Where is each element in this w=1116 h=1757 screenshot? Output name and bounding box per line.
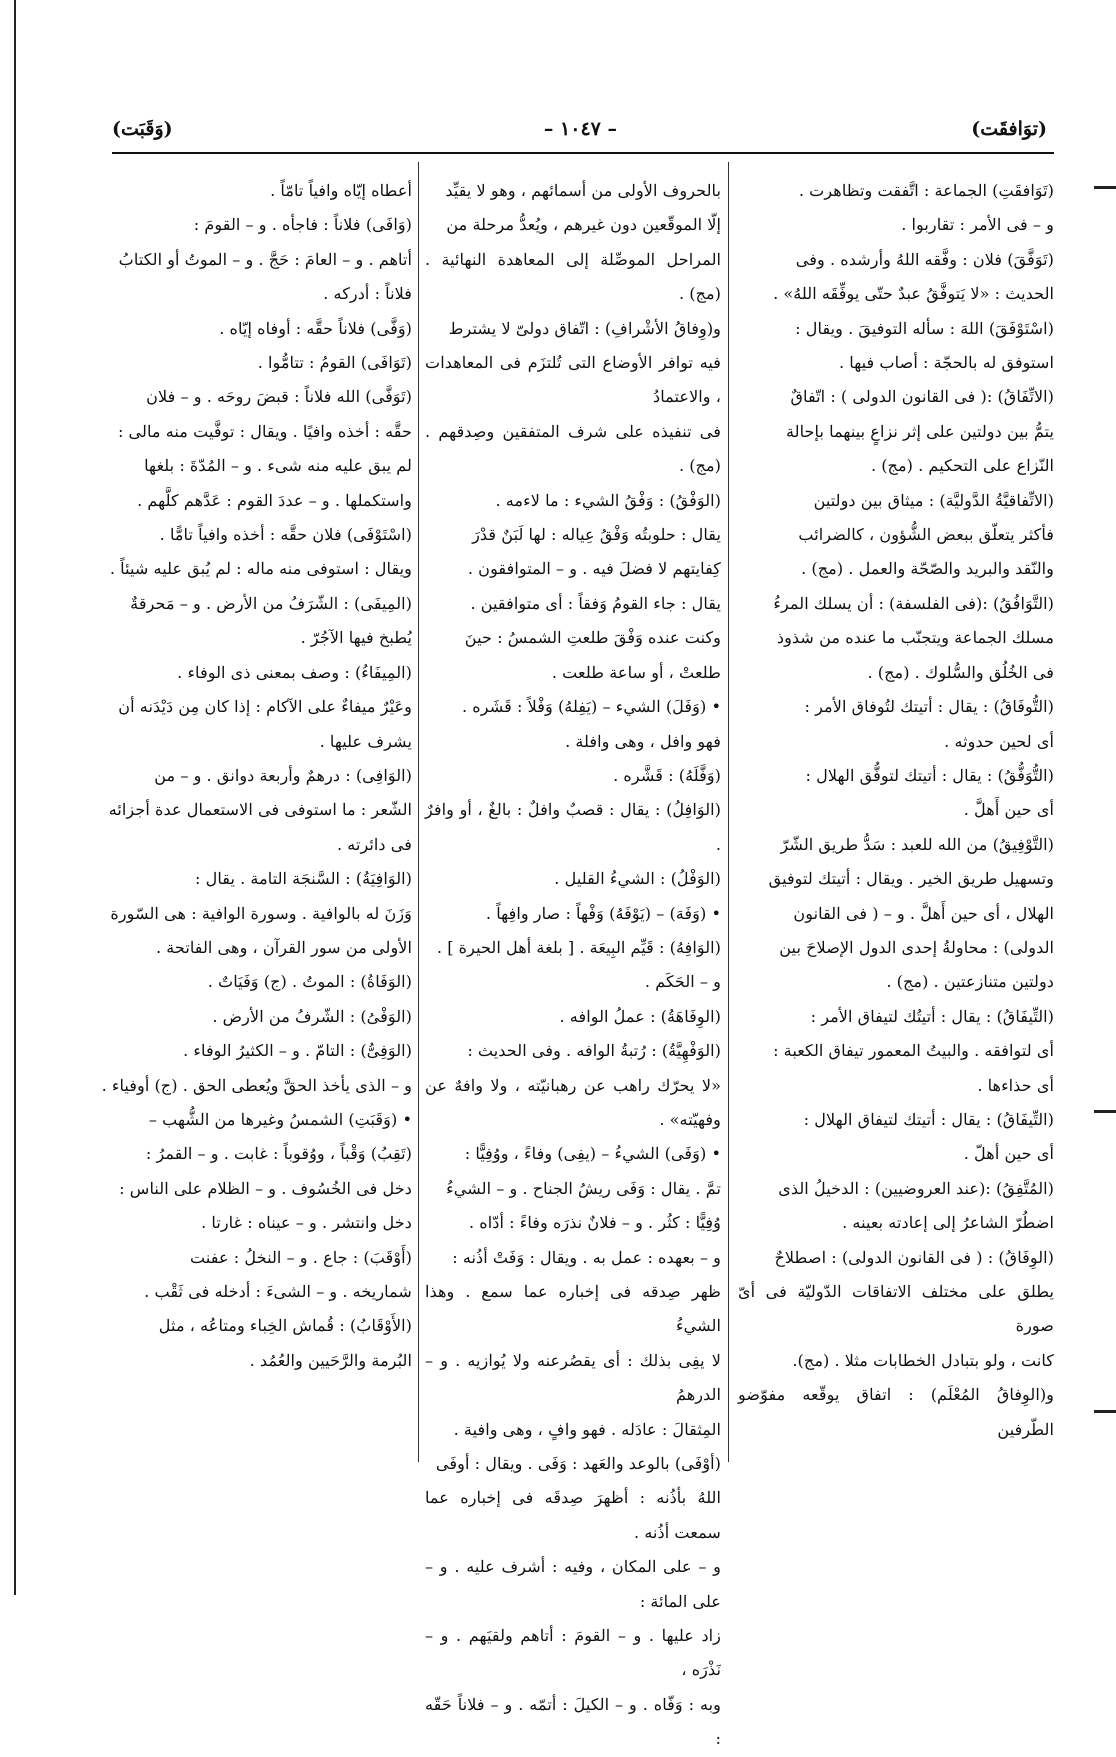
entry-line: (الوَفِىُّ) : التامّ . و – الكثيرُ الوفاء . [183,1041,412,1061]
entry-line: (الوَفْقُ) : وَفْقُ الشيء : ما لاءمه . [495,490,721,510]
entry-line: و – الذى يأخذ الحقَّ ويُعطى الحق . (ج) أوفياء . [101,1075,412,1095]
entry-line: اللهُ بأذُنه : أظهرَ صِدقَه فى إخباره عما سمعت أذُنه . [425,1488,721,1542]
entry-line: (المِيفَى) : الشّرَفُ من الأرض . و – مَحرقةٌ [130,593,412,613]
entry-line: الهلال ، أى حين أَهلَّ . و – ( فى القانون [793,903,1054,923]
entry-line: يتمُّ بين دولتين على إثر نزاعٍ بينهما بإحالة [786,421,1054,441]
entry-line: شماريخه . و – الشىءَ : أدخله فى ثَقْب . [144,1282,412,1301]
entry-line: (الأَوْقَابُ) : قُماش الخِباء ومتاعُه ، مثل [158,1316,412,1336]
entry-line: (التَّوَافُقُ) :(فى الفلسفة) : أن يسلك المرءُ [773,593,1054,613]
entry-line: بالحروف الأولى من أسمائهم ، وهو لا يقيِّد [445,181,721,200]
entry-line: أى لتوافقه . والبيتُ المعمور تيفاق الكعبة : [773,1041,1054,1061]
entry-line: أى حين أَهلَّ . [963,800,1054,820]
column-divider [728,162,729,1462]
entry-line: كِفايتهم لا فضلَ فيه . و – المتوافقون . [467,559,721,579]
entry-line: (تَوَفَّقَ) فلان : وفَّقه اللهُ وأرشده . وفى [795,249,1054,269]
page-header [112,118,1047,150]
entry-line: (وَفَّلَهُ) : قَشَّره . [613,765,721,785]
entry-line: (تَوَفَّى) الله فلاناً : قبضَ روحَه . و – فلان [146,387,412,407]
dictionary-column-left [100,174,412,1464]
margin-mark [1094,1410,1116,1413]
entry-line: (أوْفَى) بالوعد والعَهد : وَفَى . ويقال : أوفَى [435,1454,721,1474]
entry-line: (التَّوْفِيقُ) من الله للعبد : سَدُّ طريق الشّرّ [780,834,1054,854]
entry-line: الشّعر : ما استوفى فى الاستعمال عدة أجزائه [108,800,412,820]
entry-line: (التِّيفَاقُ) : يقال : أتيتك لتيفاق الهلال : [803,1109,1054,1129]
entry-line: إلّا الموقّعين دون غيرهم ، ويُعدُّ مرحلة من [446,215,721,235]
entry-line: و – الحَكَم . [644,972,721,992]
entry-line: (الوِفَاهَةُ) : عملُ الوافه . [559,1006,721,1026]
entry-line: حقَّه : أخذه وافيًا . ويقال : توفَّيت منه مالى : [117,421,412,441]
entry-line: وُفِيًّا : كثُر . و – فلانٌ نذرَه وفاءً : أدّاه . [469,1213,721,1233]
entry-line: أعطاه إيّاه وافياً تامّاً . [270,181,412,200]
entry-line: (الوِفَاقُ) : ( فى القانون الدولى) : اصطلاحٌ [774,1247,1054,1267]
entry-line: فيه توافر الأوضاع التى تُلتزَم فى المعاهدات ، والاعتمادُ [425,353,721,407]
dictionary-column-right [738,174,1054,1464]
entry-line: دخل وانتشر . و – عيناه : غارتا . [201,1213,412,1233]
entry-line: أى حين أهلّ . [963,1144,1054,1164]
entry-line: (التِّيفَاقُ) : يقال : أتيتُك لتيفاق الأمر : [810,1006,1054,1026]
entry-line: وتسهيل طريق الخير . ويقال : أتيتك لتوفيق [768,869,1054,889]
entry-line: الأولى من سور القرآن ، وهى الفاتحة . [155,937,412,957]
entry-line: (المُتَّفِقُ) :(عند العروضيين) : الدخيلُ الذى [778,1178,1054,1198]
entry-line: • (وَفَى) الشيءُ – (يفِى) وفاءً ، ووُفِيًّا : [464,1144,721,1164]
entry-line: أى حذاءها . [977,1075,1054,1095]
entry-line: • (وَفَهَ) – (يَوْفَهُ) وَفْهاً : صار وافِهاً . [485,903,721,923]
header-first-entry: (توَافقَت) [971,118,1047,140]
entry-line: فى تنفيذه على شرف المتفقين وصِدقهم . (مج) . [425,421,721,476]
entry-line: (تَوَافَى) القومُ : تتامُّوا . [257,353,412,373]
entry-line: • (وَقَبَتِ) الشمسُ وغيرها من الشُّهب – [148,1109,412,1129]
entry-line: (الوَفْىُ) : الشّرفُ من الأرض . [212,1006,412,1026]
entry-line: (تَوَافقَتِ) الجماعة : اتَّفقت وتظاهرت . [798,181,1054,200]
entry-line: الدولى) : محاولةُ إحدى الدول الإصلاحَ بين [779,937,1054,957]
entry-line: المراحل الموصِّلة إلى المعاهدة النهائية . (مج) . [425,249,721,304]
margin-mark [1094,186,1116,189]
entry-line: (اسْتَوْفَقَ) اللهَ : سأله التوفيقَ . ويقال : [795,318,1054,338]
page-number: – ١٠٤٧ – [543,118,617,140]
entry-line: فى دائرته . [337,834,412,854]
entry-line: (وَافَى) فلاناً : فاجأه . و – القومَ : [193,215,412,235]
entry-line: أتاهم . و – العامَ : حَجَّ . و – الموتُ أو الكتابُ [118,249,412,269]
entry-line: يُطبخ فيها الآجُرّ . [300,628,412,648]
entry-line: فهو وافل ، وهى وافلة . [565,731,721,751]
entry-line: الحديث : «لا يَتوفَّقُ عبدٌ حتّى يوفِّقَه اللهُ» . [773,284,1054,304]
entry-line: (أَوْقَبَ) : جاع . و – النخلُ : عفنت [190,1247,412,1267]
entry-line: المِثقالَ : عادَله . فهو وافٍ ، وهى وافية . [453,1419,721,1439]
entry-line: (تَقِبُ) وَقْباً ، ووُقوباً : غابت . و – القمرُ : [145,1144,412,1164]
entry-line: يقال : جاء القومُ وَفقاً : أى متوافقين . [470,593,721,613]
scan-edge-line [14,0,16,1595]
entry-line: وكنت عنده وَفْقَ طلعتِ الشمسُ : حينَ [464,628,721,648]
entry-line: (وَفَّى) فلاناً حقَّه : أوفاه إيّاه . [219,318,412,338]
column-divider [418,162,419,1462]
entry-line: (الوَفَاةُ) : الموتُ . (ج) وَفَيَاتٌ . [207,972,412,992]
entry-line: دولتين متنازعتين . (مج) . [886,972,1054,992]
entry-line: (الوَافِيَةُ) : السَّنجَة التامة . يقال : [194,869,412,889]
entry-line: دخل فى الخُسُوف . و – الظلام على الناس : [119,1178,412,1198]
entry-line: أى لحين حدوثه . [944,731,1054,751]
entry-line: (المِيفَاءُ) : وصف بمعنى ذى الوفاء . [177,662,412,682]
entry-line: (الوَفْهِيَّةُ) : رُتبةُ الوافه . وفى الحديث : [467,1041,721,1061]
entry-line: و – بعهده : عمل به . ويقال : وَفَتْ أذُنه : [452,1247,721,1267]
entry-line: (الوَافِلُ) : يقال : قصبٌ وافلٌ : بالغٌ ، أو وافرٌ . [425,800,721,854]
entry-line: مسلك الجماعة ويتجنّب ما عنده من شذوذ [776,628,1054,648]
entry-line: واستكملها . و – عددَ القوم : عَدَّهم كلَّهم . [137,490,412,510]
entry-line: ويقال : استوفى منه ماله : لم يُبق عليه شيئاً . [109,559,412,579]
entry-line: و(وِفاقُ الأشْرافِ) : اتّفاق دولىّ لا يشترط [448,318,721,338]
entry-line: (اسْتَوْفَى) فلان حقَّه : أخذه وافياً تامًّا . [159,525,412,545]
margin-mark [1094,1110,1116,1113]
entry-line: البُرمة والرَّحَيين والعُمُد . [249,1350,412,1370]
entry-line: اضطُرّ الشاعرُ إلى إعادته بعينه . [842,1213,1054,1233]
entry-line: زاد عليها . و – القومَ : أتاهم ولقيَهم . و – نَذْرَه ، [425,1626,721,1680]
entry-line: (التُّوَفُّقُ) : يقال : أتيتك لتوفُّق الهلال : [805,765,1054,785]
entry-line: و – على المكان ، وفيه : أشرف عليه . و – على المائة : [425,1557,721,1611]
entry-line: يطلق على مختلف الاتفاقات الدّوليّة فى أىّ صورة [738,1282,1054,1336]
header-rule [112,152,1054,154]
entry-line: وعَيْرٌ ميفاءٌ على الآكام : إذا كان مِن دَيْدَنه أن [118,697,412,717]
entry-line: النّزاع على التحكيم . (مج) . [870,456,1054,476]
entry-line: استوفق له بالحجّة : أصاب فيها . [838,353,1054,373]
entry-line: طلعتْ ، أو ساعة طلعت . [551,662,721,682]
entry-line: و – فى الأمر : تقاربوا . [901,215,1054,235]
entry-line: فلاناً : أدركه . [323,284,412,304]
entry-line: يقال : حلوبتُه وَفْقُ عِياله : لها لَبَنٌ قدْرَ [472,525,721,545]
entry-line: و(الوِفاقُ المُعْلَم) : اتفاق يوقّعه مفوّضو الطّرفين [738,1385,1054,1439]
dictionary-column-middle [425,174,721,1749]
entry-line: «لا يحرّك راهب عن رهبانيّته ، ولا وافهٌ عن وفهيّته» . [425,1075,721,1129]
entry-line: فى الخُلُق والسُّلوك . (مج) . [867,662,1054,682]
entry-line: والنّقد والبريد والصّحّة والعمل . (مج) . [801,559,1054,579]
entry-line: (التُّوفَاقُ) : يقال : أتيتك لتُوفاق الأمر : [804,697,1054,717]
entry-line: (الوَافِهُ) : قَيِّم البِيعَة . [ بلغة أهل الحيرة ] . [436,937,721,957]
entry-line: (الاتِّفاقيَّةُ الدَّوليَّة) : ميثاق بين دولتين [813,490,1054,510]
entry-line: وبه : وَفّاه . و – الكيلَ : أتمّه . و – فلاناً حَقّه : [425,1694,721,1749]
entry-line: (الوَافِى) : درهمٌ وأربعة دوانق . و – من [154,765,412,785]
entry-line: تمَّ . يقال : وَفَى ريشُ الجناح . و – الشيءُ [446,1178,721,1198]
entry-line: لم يبق عليه منه شىء . و – المُدّةَ : بلغها [144,456,412,476]
entry-line: يشرف عليها . [319,731,412,751]
entry-line: فأكثر يتعلّق ببعض الشُّؤون ، كالضرائب [798,525,1054,545]
entry-line: ظهر صِدقه فى إخباره عما سمع . وهذا الشيءُ [425,1282,721,1336]
entry-line: (الوَفْلُ) : الشيءُ القليل . [554,869,721,889]
entry-line: وَزَنَ له بالوافية . وسورة الوافية : هى السّورة [110,903,412,923]
entry-line: • (وَفَلَ) الشيء – (يَفِلهُ) وَفْلاً : قَشَره . [462,697,721,717]
entry-line: كانت ، ولو بتبادل الخطابات مثلا . (مج). [792,1350,1054,1370]
header-last-entry: (وَقَبَت) [112,118,173,140]
entry-line: لا يفِى بذلك : أى يقصُرعنه ولا يُوازيه . و – الدرهمُ [425,1350,721,1405]
entry-line: (الاتِّفَاقُ) :( فى القانون الدولى ) : اتّفاقٌ [790,387,1054,407]
